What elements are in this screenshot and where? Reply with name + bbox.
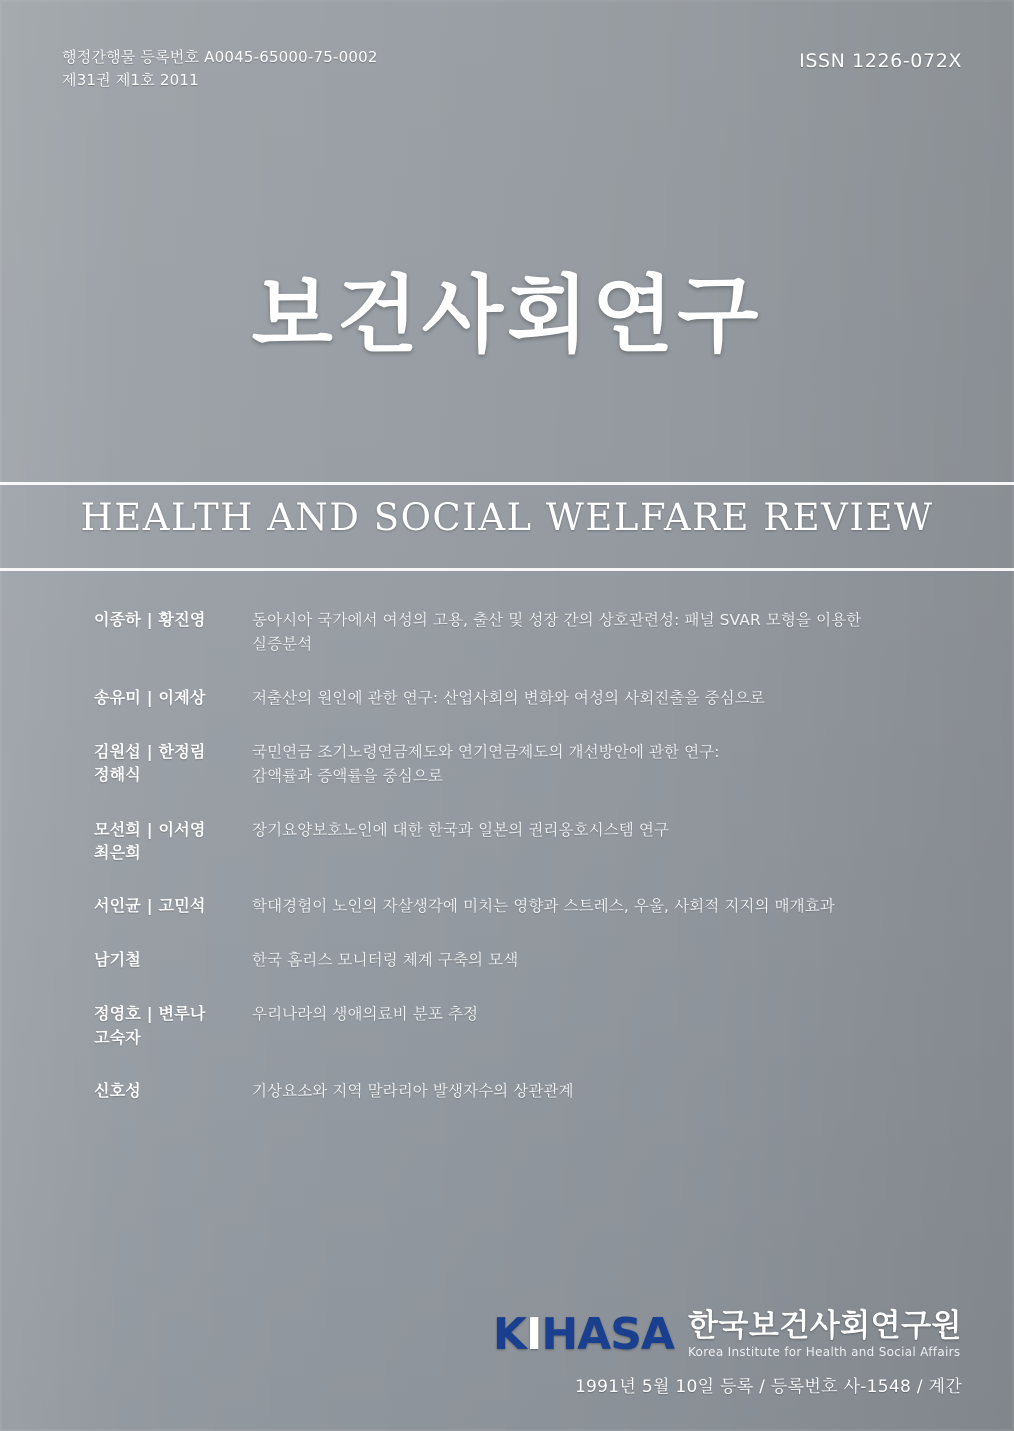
kihasa-letter-i: I (525, 1309, 542, 1360)
entry-title (252, 608, 954, 656)
list-item (94, 818, 954, 864)
entry-title-line1: 국민연금 조기노령연금제도와 연기연금제도의 개선방안에 관한 연구: (252, 743, 720, 762)
entry-title (252, 740, 954, 788)
table-of-contents (94, 608, 954, 1133)
english-title: HEALTH AND SOCIAL WELFARE REVIEW (80, 496, 934, 539)
entry-title-line1: 한국 홈리스 모니터링 체계 구축의 모색 (252, 951, 519, 970)
entry-authors: 남기철 (94, 950, 141, 970)
list-item (94, 894, 954, 918)
entry-title (252, 1079, 954, 1103)
entry-authors: 송유미 | 이제상 (94, 688, 206, 708)
list-item (94, 1079, 954, 1103)
registration-block (62, 46, 378, 93)
page-title: 보건사회연구 (251, 266, 763, 364)
cover-footer (0, 1309, 962, 1397)
list-item (94, 686, 954, 710)
kihasa-letter-k: K (492, 1309, 526, 1360)
entry-title (252, 894, 954, 918)
kihasa-wordmark-icon (493, 1309, 674, 1360)
entry-title (252, 1002, 954, 1026)
issn-number: ISSN 1226-072X (799, 50, 962, 72)
entry-authors: 서인균 | 고민석 (94, 896, 206, 916)
entry-title-line1: 장기요양보호노인에 대한 한국과 일본의 권리옹호시스템 연구 (252, 821, 670, 840)
publisher-name-en: Korea Institute for Health and Social Affairs (687, 1345, 961, 1360)
entry-authors: 모선희 | 이서영 최은희 (94, 820, 206, 863)
divider-top (0, 482, 1014, 485)
entry-authors: 이종하 | 황진영 (94, 610, 206, 629)
entry-authors: 신호성 (94, 1080, 141, 1100)
entry-title-line1: 학대경험이 노인의 자살생각에 미치는 영향과 스트레스, 우울, 사회적 지지의 매개효과 (252, 897, 835, 916)
cover-header (62, 46, 962, 93)
publisher-logo (0, 1309, 962, 1360)
entry-title-line1: 우리나라의 생애의료비 분포 추정 (252, 1005, 479, 1024)
entry-title-line2: 감액률과 증액률을 중심으로 (252, 767, 443, 786)
entry-title-line1: 동아시아 국가에서 여성의 고용, 출산 및 성장 간의 상호관련성: 패널 SVAR 모형을 이용한 (252, 611, 862, 629)
list-item (94, 608, 954, 656)
publisher-name-block (687, 1307, 962, 1360)
entry-authors: 정영호 | 변루나 고숙자 (94, 1004, 206, 1047)
registration-number: 행정간행물 등록번호 A0045-65000-75-0002 (62, 48, 378, 66)
entry-title (252, 818, 954, 842)
entry-authors: 김원섭 | 한정림 정해식 (94, 742, 206, 785)
entry-title-line1: 기상요소와 지역 말라리아 발생자수의 상관관계 (252, 1081, 574, 1100)
list-item (94, 1002, 954, 1048)
entry-title-line1: 저출산의 원인에 관한 연구: 산업사회의 변화와 여성의 사회진출을 중심으로 (252, 689, 765, 708)
divider-bottom (0, 568, 1014, 571)
entry-title-line2: 실증분석 (252, 635, 313, 654)
kihasa-letters-hasa: HASA (541, 1309, 674, 1360)
entry-title (252, 686, 954, 710)
entry-title (252, 948, 954, 972)
list-item (94, 740, 954, 788)
list-item (94, 948, 954, 972)
volume-issue: 제31권 제1호 2011 (62, 71, 199, 90)
publication-registration-line: 1991년 5월 10일 등록 / 등록번호 사-1548 / 계간 (574, 1377, 962, 1397)
publisher-name-ko: 한국보건사회연구원 (687, 1307, 962, 1344)
